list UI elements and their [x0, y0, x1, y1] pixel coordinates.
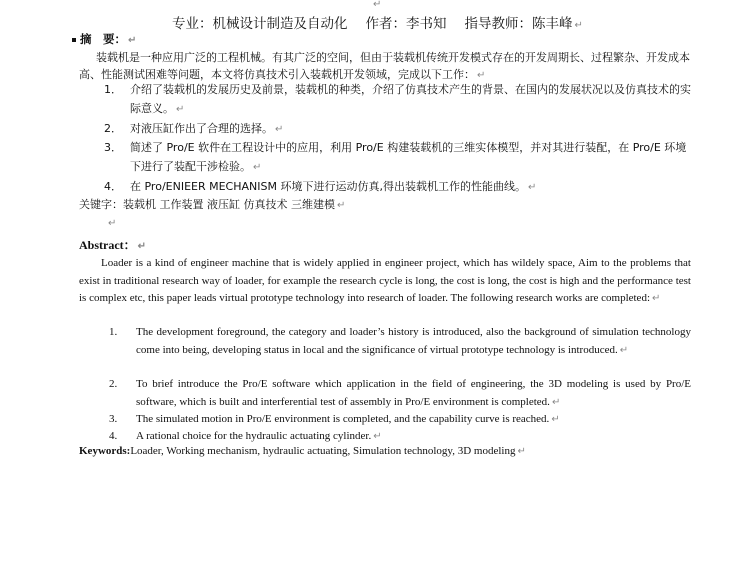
paragraph-mark: ↵ — [337, 200, 346, 211]
bullet-icon — [72, 38, 76, 42]
paragraph-mark: ↵ — [527, 182, 537, 193]
header-advisor: 指导教师：陈丰峰 — [464, 16, 573, 32]
paragraph-mark: ↵ — [477, 69, 486, 81]
abstract-cn-label: 摘 要： ↵ — [72, 31, 136, 47]
paragraph-mark: ↵ — [128, 35, 137, 46]
abstract-en-body: Loader is a kind of engineer machine that is widely applied in engineer project, which has wildely space, Aim to the problems that exist in traditional research way of loader, for example the research cycle is long, the cost is long, the cost is high and the performance test is complex etc, this paper leads virtual prototype technology into research of loader. The following research works are completed: ↵ — [79, 257, 691, 304]
paragraph-mark: ↵ — [652, 293, 661, 304]
abstract-en-item-4: 4. A rational choice for the hydraulic actuating cylinder. ↵ — [109, 430, 382, 442]
abstract-cn-item-1: 1． 介绍了装载机的发展历史及前景，装载机的种类，介绍了仿真技术产生的背景、在国内的发展状况以及仿真技术的实际意义。 ↵ — [104, 83, 691, 115]
header-author: 作者：李书知 — [365, 16, 447, 32]
paragraph-mark: ↵ — [176, 104, 185, 115]
abstract-cn-item-4: 4． 在 Pro/ENIEER MECHANISM 环境下进行运动仿真,得出装载机工作的性能曲线。 ↵ — [104, 180, 537, 193]
header-major: 专业：机械设计制造及自动化 — [172, 16, 348, 32]
abstract-en-item-3: 3. The simulated motion in Pro/E environment is completed, and the capability curve is reached. ↵ — [109, 413, 560, 425]
abstract-en-label: Abstract： ↵ — [79, 238, 147, 252]
paragraph-mark: ↵ — [108, 218, 117, 229]
keywords-cn: 关键字：装载机 工作装置 液压缸 仿真技术 三维建模 ↵ — [79, 198, 346, 211]
paragraph-mark: ↵ — [619, 344, 629, 356]
thesis-header — [0, 12, 755, 32]
abstract-cn-body: 装载机是一种应用广泛的工程机械。有其广泛的空间，但由于装载机传统开发模式存在的开发周期长、过程繁杂、开发成本高、性能测试困难等问题，本文将仿真技术引入装载机开发领域，完成以下工作： ↵ — [79, 51, 690, 81]
paragraph-mark: ↵ — [551, 414, 560, 425]
keywords-en: Keywords:Loader, Working mechanism, hydraulic actuating, Simulation technology, 3D modeling ↵ — [79, 445, 526, 457]
abstract-en-item-1: 1. The development foreground, the category and loader’s history is introduced, also the background of simulation technology come into being, developing status in local and the significance of virtual prototype technology is introduced. ↵ — [109, 326, 691, 356]
abstract-cn-item-3: 3． 简述了 Pro/E 软件在工程设计中的应用，利用 Pro/E 构建装载机的三维实体模型，并对其进行装配，在 Pro/E 环境下进行了装配干涉检验。 ↵ — [104, 141, 687, 173]
paragraph-mark: ↵ — [574, 20, 583, 31]
paragraph-mark: ↵ — [373, 0, 382, 10]
paragraph-mark: ↵ — [551, 396, 561, 408]
paragraph-mark: ↵ — [517, 446, 526, 457]
keywords-en-label: Keywords: — [79, 445, 131, 457]
abstract-cn-item-2: 2． 对液压缸作出了合理的选择。 ↵ — [104, 122, 284, 135]
paragraph-mark: ↵ — [137, 241, 147, 252]
paragraph-mark: ↵ — [275, 124, 284, 135]
abstract-en-item-2: 2. To brief introduce the Pro/E software which application in the field of engineering, the 3D modeling is used by Pro/E software, which is built and interferential test of assembly in Pro/E environment is completed. ↵ — [109, 378, 691, 408]
paragraph-mark: ↵ — [253, 162, 262, 173]
paragraph-mark: ↵ — [373, 431, 382, 442]
